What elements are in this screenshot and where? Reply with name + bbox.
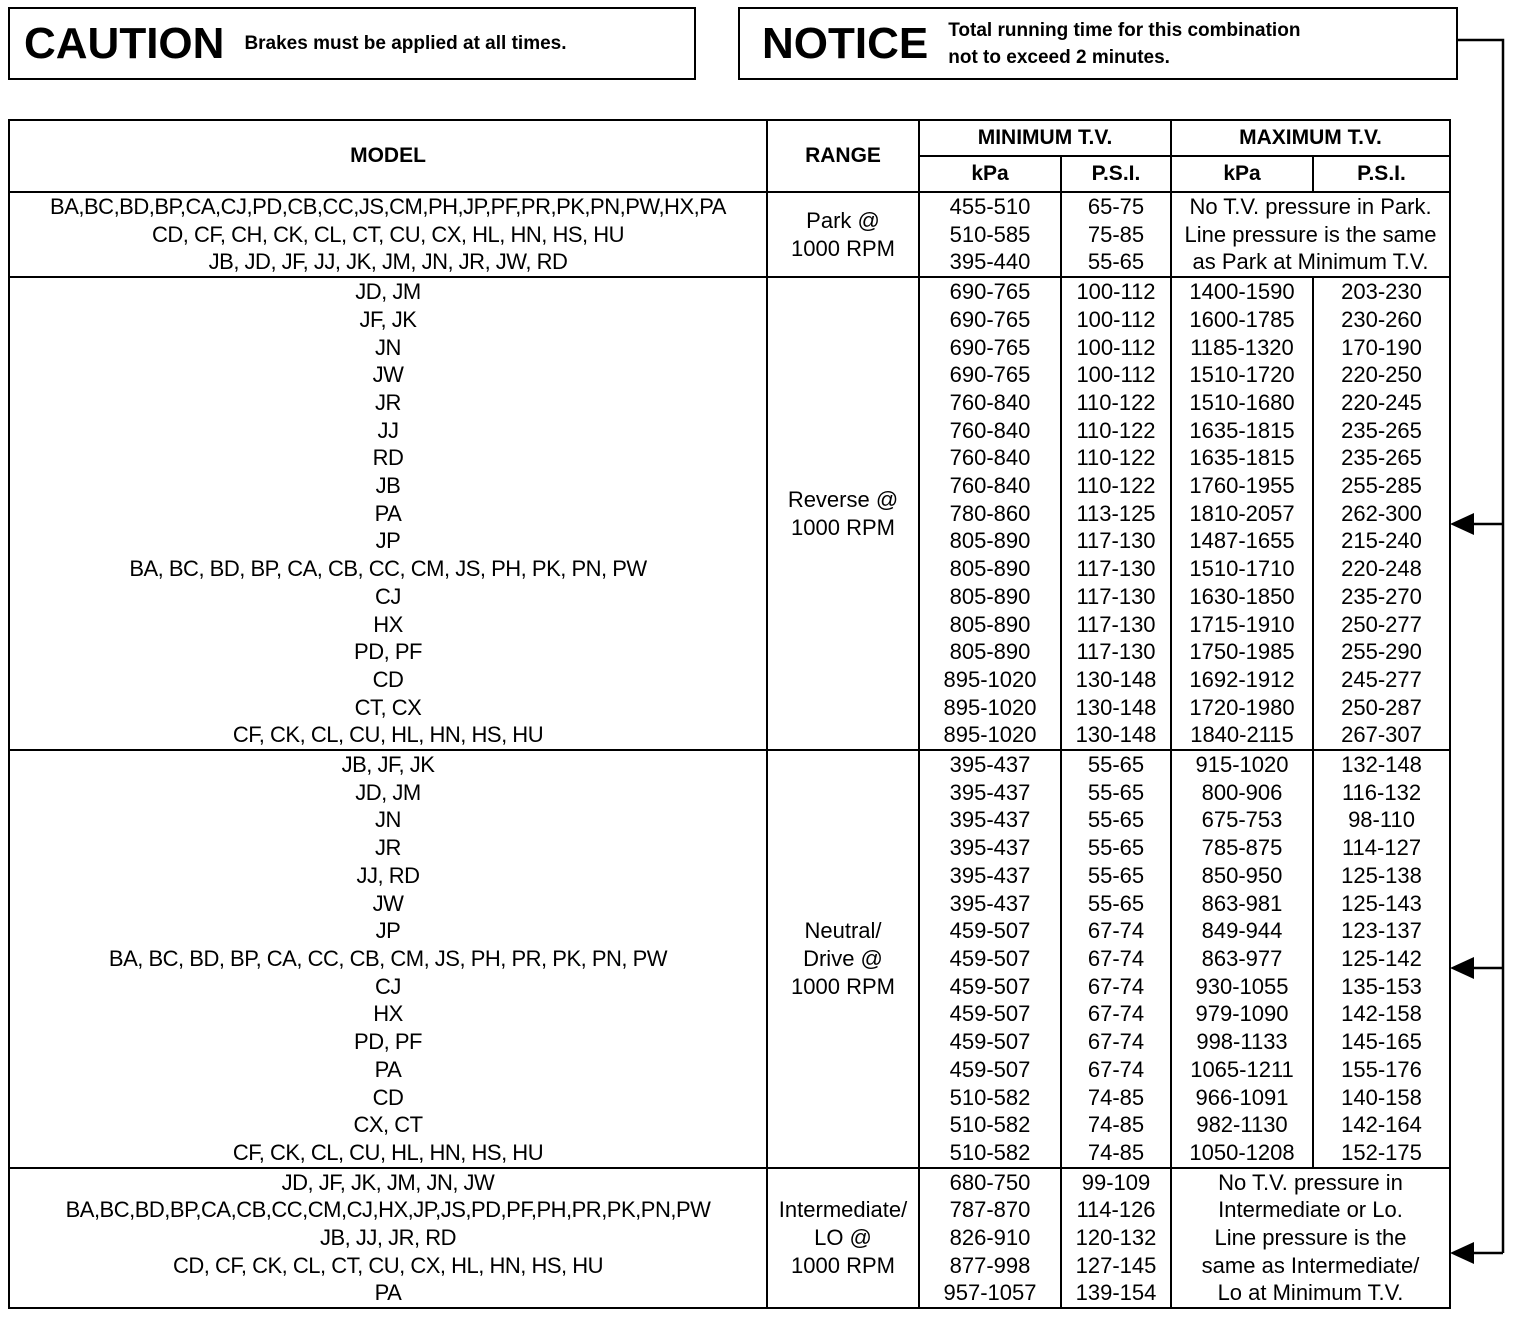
max-kpa-cell-line: 915-1020 [1195, 752, 1289, 778]
min-psi-cell-line: 67-74 [1087, 973, 1145, 999]
model-cell [9, 1168, 767, 1309]
max-psi-cell-line: 267-307 [1341, 722, 1422, 748]
min-kpa-cell-line: 690-765 [949, 334, 1031, 360]
max-kpa-cell-line: 979-1090 [1195, 1001, 1289, 1027]
max-kpa-cell-line: 850-950 [1201, 862, 1283, 888]
header-max-tv: MAXIMUM T.V. [1171, 120, 1450, 156]
min-psi-cell-line: 100-112 [1076, 334, 1156, 360]
max-psi-cell-line: 250-277 [1341, 611, 1422, 637]
min-kpa-cell-line: 455-510 [949, 194, 1031, 219]
min-psi-cell-line: 100-112 [1076, 306, 1156, 332]
max-kpa-cell-line: 1635-1815 [1189, 445, 1295, 471]
range-cell-line: Park @ [806, 207, 880, 233]
min-psi-cell [1061, 277, 1171, 750]
min-psi-cell [1061, 192, 1171, 277]
min-psi-cell-line: 117-130 [1076, 583, 1156, 609]
max-psi-cell-line: 132-148 [1341, 752, 1422, 778]
caution-box [8, 7, 696, 80]
max-psi-cell-line: 255-290 [1341, 639, 1422, 665]
min-psi-cell-line: 74-85 [1087, 1139, 1145, 1165]
min-kpa-cell-line: 395-437 [949, 862, 1031, 888]
model-cell-line: JD, JF, JK, JM, JN, JW [281, 1169, 495, 1195]
model-cell-line: JW [372, 890, 404, 916]
max-kpa-cell-line: 863-981 [1201, 890, 1283, 916]
model-cell-line: BA, BC, BD, BP, CA, CC, CB, CM, JS, PH, PR, PK, PN, PW [108, 945, 668, 971]
max-psi-cell-line: 114-127 [1341, 835, 1422, 861]
min-psi-cell-line: 74-85 [1087, 1112, 1145, 1138]
min-psi-cell-line: 55-65 [1087, 890, 1145, 916]
range-cell-line: Neutral/ [804, 917, 882, 943]
max-psi-cell-line: 170-190 [1341, 334, 1422, 360]
model-cell-line: PA [374, 1056, 402, 1082]
caution-text: Brakes must be applied at all times. [244, 33, 567, 54]
model-cell-line: JR [375, 835, 401, 861]
max-kpa-cell-line: 1065-1211 [1190, 1056, 1294, 1082]
max-kpa-cell-line: 849-944 [1201, 918, 1283, 944]
min-kpa-cell-line: 826-910 [949, 1225, 1031, 1251]
max-kpa-cell-line: 998-1133 [1196, 1029, 1288, 1055]
max-psi-cell [1313, 750, 1450, 1168]
min-kpa-cell-line: 395-437 [949, 890, 1031, 916]
max-note-cell-line: Intermediate or Lo. [1218, 1197, 1403, 1223]
min-kpa-cell [919, 1168, 1061, 1309]
max-kpa-cell-line: 863-977 [1201, 945, 1283, 971]
header-max-kpa: kPa [1171, 156, 1313, 192]
max-psi-cell-line: 235-265 [1341, 445, 1422, 471]
max-psi-cell-line: 155-176 [1341, 1056, 1422, 1082]
min-kpa-cell-line: 780-860 [949, 500, 1031, 526]
model-cell-line: CX, CT [353, 1112, 423, 1138]
model-cell-line: PA [374, 1280, 402, 1306]
bracket-line [1458, 40, 1503, 1253]
min-psi-cell-line: 117-130 [1076, 611, 1156, 637]
max-note-cell [1171, 1168, 1450, 1309]
arrow-head-icon [1450, 513, 1474, 535]
min-kpa-cell-line: 760-840 [949, 417, 1031, 443]
table-body [9, 192, 1450, 1308]
min-psi-cell-line: 100-112 [1076, 279, 1156, 305]
max-psi-cell-line: 220-248 [1341, 556, 1422, 582]
max-psi-cell-line: 152-175 [1341, 1139, 1422, 1165]
min-kpa-cell-line: 760-840 [949, 445, 1031, 471]
min-kpa-cell-line: 805-890 [949, 556, 1031, 582]
max-kpa-cell-line: 785-875 [1201, 835, 1283, 861]
max-kpa-cell-line: 1810-2057 [1189, 500, 1295, 526]
min-psi-cell-line: 130-148 [1075, 694, 1157, 720]
max-kpa-cell-line: 675-753 [1201, 807, 1283, 833]
max-psi-cell-line: 142-158 [1341, 1001, 1422, 1027]
model-cell-line: JN [375, 334, 401, 360]
min-kpa-cell [919, 277, 1061, 750]
model-cell-line: JR [375, 389, 401, 415]
model-cell-line: PA [374, 500, 402, 526]
min-psi-cell-line: 67-74 [1087, 918, 1145, 944]
max-kpa-cell-line: 1715-1910 [1189, 611, 1295, 637]
header-range: RANGE [767, 120, 919, 192]
model-cell-line: HX [373, 611, 403, 637]
max-note-cell-line: Lo at Minimum T.V. [1217, 1280, 1404, 1306]
tv-pressure-table [8, 119, 1451, 1309]
range-cell [767, 750, 919, 1168]
model-cell-line: JB [375, 473, 401, 499]
max-note-cell [1171, 192, 1450, 277]
arrow-head-icon [1450, 1242, 1474, 1264]
max-psi-cell [1313, 277, 1450, 750]
max-psi-cell-line: 220-245 [1341, 389, 1422, 415]
max-psi-cell-line: 235-265 [1341, 417, 1422, 443]
model-cell-line: BA,BC,BD,BP,CA,CB,CC,CM,CJ,HX,JP,JS,PD,PF,PH,PR,PK,PN,PW [65, 1197, 711, 1223]
max-note-cell-line: Line pressure is the same [1184, 221, 1437, 247]
max-kpa-cell-line: 1635-1815 [1189, 417, 1295, 443]
table-row [9, 277, 1450, 750]
min-kpa-cell-line: 690-765 [949, 362, 1031, 388]
max-psi-cell-line: 230-260 [1341, 306, 1422, 332]
model-cell-line: CF, CK, CL, CU, HL, HN, HS, HU [232, 722, 544, 748]
max-psi-cell-line: 135-153 [1341, 973, 1422, 999]
min-psi-cell-line: 55-65 [1087, 862, 1145, 888]
min-kpa-cell-line: 760-840 [949, 473, 1031, 499]
min-psi-cell-line: 74-85 [1087, 1084, 1145, 1110]
max-psi-cell-line: 220-250 [1341, 362, 1422, 388]
min-kpa-cell-line: 805-890 [949, 528, 1031, 554]
max-kpa-cell-line: 1185-1320 [1190, 334, 1294, 360]
min-psi-cell-line: 55-65 [1087, 779, 1145, 805]
min-kpa-cell-line: 877-998 [949, 1252, 1031, 1278]
max-psi-cell-line: 255-285 [1341, 473, 1422, 499]
min-psi-cell-line: 110-122 [1076, 417, 1156, 443]
range-cell-line: Intermediate/ [778, 1196, 908, 1222]
max-kpa-cell-line: 1510-1720 [1189, 362, 1295, 388]
min-psi-cell-line: 75-85 [1087, 221, 1145, 247]
min-psi-cell-line: 117-130 [1076, 639, 1156, 665]
model-cell-line: JF, JK [359, 306, 417, 332]
max-note-cell-line: No T.V. pressure in [1218, 1169, 1403, 1195]
notice-label: NOTICE [762, 18, 929, 68]
max-kpa-cell-line: 1630-1850 [1189, 583, 1295, 609]
min-kpa-cell-line: 895-1020 [943, 722, 1037, 748]
model-cell-line: CD, CF, CK, CL, CT, CU, CX, HL, HN, HS, HU [172, 1252, 604, 1278]
min-kpa-cell-line: 895-1020 [943, 666, 1037, 692]
min-psi-cell-line: 55-65 [1087, 752, 1145, 778]
model-cell-line: JB, JJ, JR, RD [319, 1225, 456, 1251]
notice-text [948, 17, 1300, 71]
min-kpa-cell-line: 510-582 [949, 1084, 1031, 1110]
model-cell-line: PD, PF [354, 639, 422, 665]
model-cell [9, 750, 767, 1168]
range-cell [767, 277, 919, 750]
max-kpa-cell-line: 930-1055 [1195, 973, 1289, 999]
min-kpa-cell-line: 459-507 [949, 973, 1031, 999]
max-psi-cell-line: 145-165 [1341, 1029, 1422, 1055]
min-psi-cell-line: 99-109 [1081, 1169, 1151, 1195]
model-cell-line: JB, JF, JK [341, 752, 435, 778]
model-cell-line: CD [372, 666, 404, 692]
min-psi-cell-line: 55-65 [1087, 249, 1145, 275]
model-cell-line: JW [372, 362, 404, 388]
max-psi-cell-line: 235-270 [1341, 583, 1422, 609]
min-psi-cell-line: 67-74 [1087, 1029, 1145, 1055]
max-note-cell-line: No T.V. pressure in Park. [1189, 194, 1432, 219]
notice-text-line: Total running time for this combination [948, 19, 1301, 41]
table-row [9, 750, 1450, 1168]
min-psi-cell-line: 130-148 [1075, 722, 1157, 748]
min-kpa-cell-line: 510-582 [949, 1112, 1031, 1138]
min-kpa-cell-line: 395-437 [949, 807, 1031, 833]
min-kpa-cell-line: 805-890 [949, 583, 1031, 609]
min-kpa-cell-line: 459-507 [949, 1029, 1031, 1055]
max-psi-cell-line: 125-142 [1341, 945, 1422, 971]
min-kpa-cell-line: 760-840 [949, 389, 1031, 415]
model-cell-line: CT, CX [354, 694, 422, 720]
max-psi-cell-line: 142-164 [1341, 1112, 1422, 1138]
min-psi-cell-line: 67-74 [1087, 945, 1145, 971]
max-psi-cell-line: 203-230 [1341, 279, 1422, 305]
max-psi-cell-line: 98-110 [1348, 807, 1415, 833]
min-psi-cell-line: 110-122 [1076, 445, 1156, 471]
max-note-cell-line: as Park at Minimum T.V. [1192, 249, 1429, 275]
header-max-psi: P.S.I. [1313, 156, 1450, 192]
model-cell-line: JN [375, 807, 401, 833]
min-kpa-cell [919, 750, 1061, 1168]
model-cell-line: PD, PF [354, 1029, 422, 1055]
notice-text-line: not to exceed 2 minutes. [948, 46, 1170, 68]
min-kpa-cell-line: 395-437 [949, 779, 1031, 805]
model-cell-line: CJ [375, 583, 401, 609]
min-psi-cell [1061, 1168, 1171, 1309]
min-kpa-cell-line: 805-890 [949, 639, 1031, 665]
min-psi-cell-line: 110-122 [1076, 473, 1156, 499]
range-cell-line: LO @ [814, 1224, 872, 1250]
max-kpa-cell-line: 1400-1590 [1189, 279, 1295, 305]
max-kpa-cell-line: 1510-1710 [1189, 556, 1295, 582]
min-psi-cell [1061, 750, 1171, 1168]
min-kpa-cell-line: 680-750 [949, 1169, 1031, 1195]
range-cell-line: Drive @ [803, 945, 883, 971]
header-min-psi: P.S.I. [1061, 156, 1171, 192]
max-psi-cell-line: 262-300 [1341, 500, 1422, 526]
min-kpa-cell-line: 459-507 [949, 918, 1031, 944]
model-cell-line: JJ [377, 417, 399, 443]
max-kpa-cell-line: 982-1130 [1196, 1112, 1288, 1138]
max-psi-cell-line: 215-240 [1341, 528, 1422, 554]
max-psi-cell-line: 250-287 [1341, 694, 1422, 720]
caution-label: CAUTION [24, 18, 225, 68]
max-psi-cell-line: 245-277 [1341, 666, 1422, 692]
min-kpa-cell-line: 459-507 [949, 1056, 1031, 1082]
max-kpa-cell-line: 1840-2115 [1190, 722, 1294, 748]
max-kpa-cell [1171, 277, 1313, 750]
min-kpa-cell-line: 510-582 [949, 1139, 1031, 1165]
min-psi-cell-line: 55-65 [1087, 835, 1145, 861]
range-cell-line: 1000 RPM [791, 235, 895, 261]
min-kpa-cell-line: 459-507 [949, 1001, 1031, 1027]
max-kpa-cell-line: 1692-1912 [1189, 666, 1295, 692]
min-kpa-cell-line: 395-437 [949, 835, 1031, 861]
max-psi-cell-line: 125-138 [1341, 862, 1422, 888]
range-cell-line: Reverse @ [787, 486, 899, 512]
min-kpa-cell [919, 192, 1061, 277]
range-cell-line: 1000 RPM [791, 514, 895, 540]
range-cell [767, 1168, 919, 1309]
model-cell-line: CD, CF, CH, CK, CL, CT, CU, CX, HL, HN, HS, HU [151, 221, 625, 247]
min-psi-cell-line: 127-145 [1075, 1252, 1157, 1278]
max-kpa-cell [1171, 750, 1313, 1168]
max-kpa-cell-line: 1750-1985 [1189, 639, 1295, 665]
max-kpa-cell-line: 800-906 [1201, 779, 1283, 805]
min-psi-cell-line: 113-125 [1076, 500, 1156, 526]
max-note-cell-line: Line pressure is the [1214, 1225, 1407, 1251]
min-psi-cell-line: 65-75 [1087, 194, 1145, 219]
header-model: MODEL [9, 120, 767, 192]
header-min-tv: MINIMUM T.V. [919, 120, 1171, 156]
max-kpa-cell-line: 1600-1785 [1189, 306, 1295, 332]
model-cell-line: CD [372, 1084, 404, 1110]
max-psi-cell-line: 116-132 [1341, 779, 1422, 805]
model-cell-line: CJ [375, 973, 401, 999]
min-kpa-cell-line: 957-1057 [943, 1280, 1037, 1306]
max-kpa-cell-line: 1050-1208 [1189, 1139, 1295, 1165]
notice-box [738, 7, 1458, 80]
table-row [9, 192, 1450, 277]
max-kpa-cell-line: 1510-1680 [1189, 389, 1295, 415]
min-psi-cell-line: 139-154 [1075, 1280, 1157, 1306]
max-psi-cell-line: 140-158 [1341, 1084, 1422, 1110]
min-kpa-cell-line: 690-765 [949, 279, 1031, 305]
min-psi-cell-line: 117-130 [1076, 556, 1156, 582]
min-psi-cell-line: 100-112 [1076, 362, 1156, 388]
model-cell-line: RD [372, 445, 404, 471]
model-cell-line: BA, BC, BD, BP, CA, CB, CC, CM, JS, PH, PK, PN, PW [129, 556, 647, 582]
min-psi-cell-line: 130-148 [1075, 666, 1157, 692]
min-kpa-cell-line: 459-507 [949, 945, 1031, 971]
model-cell-line: CF, CK, CL, CU, HL, HN, HS, HU [232, 1139, 544, 1165]
min-psi-cell-line: 114-126 [1076, 1197, 1156, 1223]
min-kpa-cell-line: 395-437 [949, 752, 1031, 778]
model-cell-line: JJ, RD [356, 862, 420, 888]
header-min-kpa: kPa [919, 156, 1061, 192]
model-cell [9, 277, 767, 750]
range-cell-line: 1000 RPM [791, 973, 895, 999]
model-cell-line: HX [373, 1001, 403, 1027]
model-cell-line: JB, JD, JF, JJ, JK, JM, JN, JR, JW, RD [208, 249, 568, 275]
model-cell-line: JD, JM [355, 779, 421, 805]
max-psi-cell-line: 125-143 [1341, 890, 1422, 916]
min-kpa-cell-line: 510-585 [949, 221, 1031, 247]
max-kpa-cell-line: 1720-1980 [1189, 694, 1295, 720]
min-psi-cell-line: 67-74 [1087, 1001, 1145, 1027]
range-cell [767, 192, 919, 277]
min-psi-cell-line: 117-130 [1076, 528, 1156, 554]
arrow-head-icon [1450, 957, 1474, 979]
model-cell-line: JD, JM [355, 279, 421, 305]
max-psi-cell-line: 123-137 [1341, 918, 1422, 944]
model-cell-line: JP [375, 918, 401, 944]
min-psi-cell-line: 67-74 [1087, 1056, 1145, 1082]
model-cell [9, 192, 767, 277]
min-kpa-cell-line: 805-890 [949, 611, 1031, 637]
min-kpa-cell-line: 690-765 [949, 306, 1031, 332]
min-kpa-cell-line: 395-440 [949, 249, 1031, 275]
table-row [9, 1168, 1450, 1309]
model-cell-line: JP [375, 528, 401, 554]
max-kpa-cell-line: 966-1091 [1195, 1084, 1289, 1110]
max-note-cell-line: same as Intermediate/ [1201, 1252, 1420, 1278]
min-psi-cell-line: 55-65 [1087, 807, 1145, 833]
min-psi-cell-line: 120-132 [1075, 1225, 1157, 1251]
min-kpa-cell-line: 895-1020 [943, 694, 1037, 720]
min-kpa-cell-line: 787-870 [949, 1197, 1031, 1223]
max-kpa-cell-line: 1487-1655 [1189, 528, 1295, 554]
model-cell-line: BA,BC,BD,BP,CA,CJ,PD,CB,CC,JS,CM,PH,JP,PF,PR,PK,PN,PW,HX,PA [50, 194, 726, 219]
range-cell-line: 1000 RPM [791, 1252, 895, 1278]
min-psi-cell-line: 110-122 [1076, 389, 1156, 415]
max-kpa-cell-line: 1760-1955 [1189, 473, 1295, 499]
